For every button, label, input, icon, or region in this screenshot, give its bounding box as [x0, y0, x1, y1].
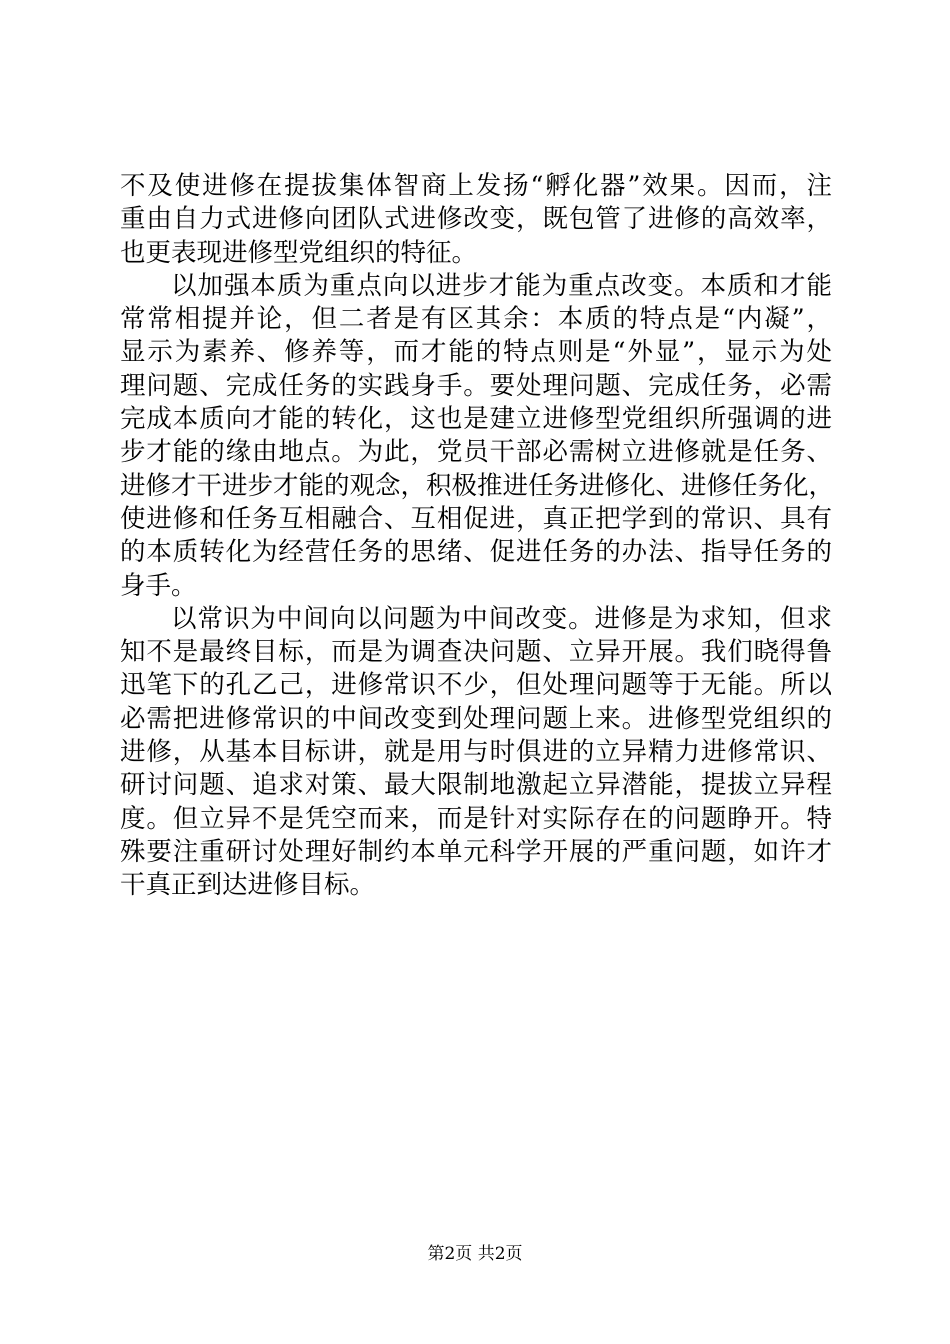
text-line: 以常识为中间向以问题为中间改变。进修是为求知，但求	[171, 603, 832, 634]
text-line: 显示为素养、修养等，而才能的特点则是“外显”，显示为处	[120, 337, 832, 368]
page-footer: 第2页 共2页	[427, 1244, 523, 1264]
paragraph	[120, 603, 832, 903]
body-text	[120, 170, 835, 903]
text-line: 的本质转化为经营任务的思绪、促进任务的办法、指导任务的	[120, 537, 832, 568]
text-line: 完成本质向才能的转化，这也是建立进修型党组织所强调的进	[120, 404, 832, 435]
paragraph	[120, 270, 835, 603]
text-line: 使进修和任务互相融合、互相促进，真正把学到的常识、具有	[120, 503, 832, 534]
text-line: 身手。	[120, 570, 197, 601]
text-line: 也更表现进修型党组织的特征。	[120, 237, 478, 268]
text-line: 重由自力式进修向团队式进修改变，既包管了进修的高效率，	[120, 204, 832, 235]
text-line: 步才能的缘由地点。为此，党员干部必需树立进修就是任务、	[120, 437, 832, 468]
text-line: 度。但立异不是凭空而来，而是针对实际存在的问题睁开。特	[120, 803, 832, 834]
paragraph	[120, 170, 832, 270]
text-line: 迅笔下的孔乙己，进修常识不少，但处理问题等于无能。所以	[120, 670, 832, 701]
text-line: 常常相提并论，但二者是有区其余：本质的特点是“内凝”，	[120, 304, 832, 335]
text-line: 以加强本质为重点向以进步才能为重点改变。本质和才能	[171, 270, 832, 301]
text-line: 干真正到达进修目标。	[120, 870, 376, 901]
text-line: 殊要注重研讨处理好制约本单元科学开展的严重问题，如许才	[120, 836, 832, 867]
text-line: 进修，从基本目标讲，就是用与时俱进的立异精力进修常识、	[120, 737, 832, 768]
text-line: 理问题、完成任务的实践身手。要处理问题、完成任务，必需	[120, 370, 832, 401]
text-line: 不及使进修在提拔集体智商上发扬“孵化器”效果。因而，注	[120, 171, 832, 201]
text-line: 知不是最终目标，而是为调查决问题、立异开展。我们晓得鲁	[120, 637, 832, 668]
text-line: 必需把进修常识的中间改变到处理问题上来。进修型党组织的	[120, 703, 832, 734]
text-line: 进修才干进步才能的观念，积极推进任务进修化、进修任务化，	[120, 470, 835, 501]
text-line: 研讨问题、追求对策、最大限制地激起立异潜能，提拔立异程	[120, 770, 832, 801]
